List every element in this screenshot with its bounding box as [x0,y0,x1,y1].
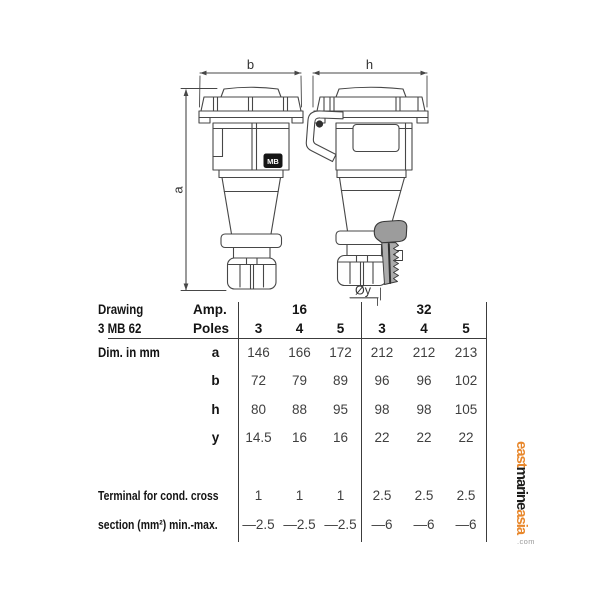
terminal-min-32-3: 2.5 [372,487,392,503]
terminal-max-32-4: —6 [413,516,435,532]
terminal-min-32-4: 2.5 [414,487,434,503]
watermark-word-marine: marine [513,466,530,510]
watermark-suffix: .com [517,537,535,546]
value-h-32-4: 98 [416,401,432,417]
dim-letter-y: y [211,429,220,445]
dim-label-b: b [246,57,255,72]
brand-label [264,154,283,169]
dim-letter-h: h [211,401,220,417]
value-y-32-3: 22 [374,429,390,445]
hinge-pivot-pin [316,120,323,127]
value-a-16-4: 166 [288,344,311,360]
value-a-32-4: 212 [412,344,436,360]
value-b-32-4: 96 [416,372,432,388]
value-b-16-4: 79 [291,372,308,388]
value-h-32-5: 105 [454,401,478,417]
right-body [336,123,412,170]
value-b-16-3: 72 [250,372,267,388]
watermark-text [514,441,529,534]
terminal-min-32-5: 2.5 [456,487,476,503]
value-h-32-3: 98 [374,401,390,417]
left-gland [221,234,282,289]
drawing-title: Drawing [98,302,144,317]
table-row-a [98,342,487,362]
amp-label: Amp. [193,302,227,317]
drawing-number: 3 MB 62 [98,320,142,336]
watermark [514,441,538,545]
table-header-row-poles [98,318,487,338]
value-h-16-5: 95 [332,401,349,417]
value-h-16-4: 88 [291,401,308,417]
terminal-min-16-5: 1 [336,487,345,503]
terminal-label-line2: section (mm²) min.-max. [98,516,218,532]
terminal-max-32-3: —6 [371,516,393,532]
terminal-min-16-4: 1 [295,487,304,503]
value-b-32-3: 96 [374,372,390,388]
left-connector-drawing [171,57,304,291]
poles-16-4: 4 [295,320,304,336]
value-y-16-4: 16 [291,429,308,445]
amp-group-16: 16 [291,302,308,317]
terminal-max-32-5: —6 [455,516,477,532]
terminal-max-16-3: —2.5 [242,516,275,532]
value-a-16-5: 172 [329,344,352,360]
terminal-max-16-4: —2.5 [283,516,316,532]
dim-label-a: a [170,186,186,194]
dim-label-gland-y: Øy [355,283,371,298]
table-row-y [98,427,487,447]
poles-16-3: 3 [254,320,263,336]
dim-letter-b: b [211,372,220,388]
table-row-b [98,370,487,390]
dimension-a [181,89,226,291]
value-a-32-5: 213 [454,344,478,360]
value-y-16-3: 14.5 [245,429,272,445]
table-row-h [98,399,487,419]
terminal-label-line1: Terminal for cond. cross [98,487,219,503]
dim-in-mm-caption: Dim. in mm [98,344,160,360]
value-b-16-5: 89 [332,372,349,388]
value-h-16-3: 80 [250,401,267,417]
value-a-32-3: 212 [370,344,394,360]
amp-group-32: 32 [416,302,432,317]
value-y-16-5: 16 [332,429,349,445]
poles-32-5: 5 [462,320,470,336]
poles-32-4: 4 [420,320,428,336]
right-connector-drawing [306,57,428,306]
dim-label-h: h [365,57,374,72]
watermark-word-asia: asia [513,509,530,535]
terminal-max-16-5: —2.5 [324,516,357,532]
table-row-terminal-max [98,514,487,534]
poles-label: Poles [193,320,230,336]
left-cone [219,170,283,234]
dim-letter-a: a [211,344,220,360]
value-y-32-4: 22 [416,429,432,445]
left-cap [199,87,303,123]
poles-16-5: 5 [336,320,345,336]
brand-label-text: MB [267,156,279,166]
table-header-row-amp [98,300,487,319]
value-y-32-5: 22 [458,429,474,445]
poles-32-3: 3 [378,320,386,336]
value-a-16-3: 146 [247,344,270,360]
terminal-min-16-3: 1 [254,487,263,503]
watermark-word-east: east [513,441,530,467]
value-b-32-5: 102 [454,372,478,388]
table-row-terminal-min [98,485,487,505]
